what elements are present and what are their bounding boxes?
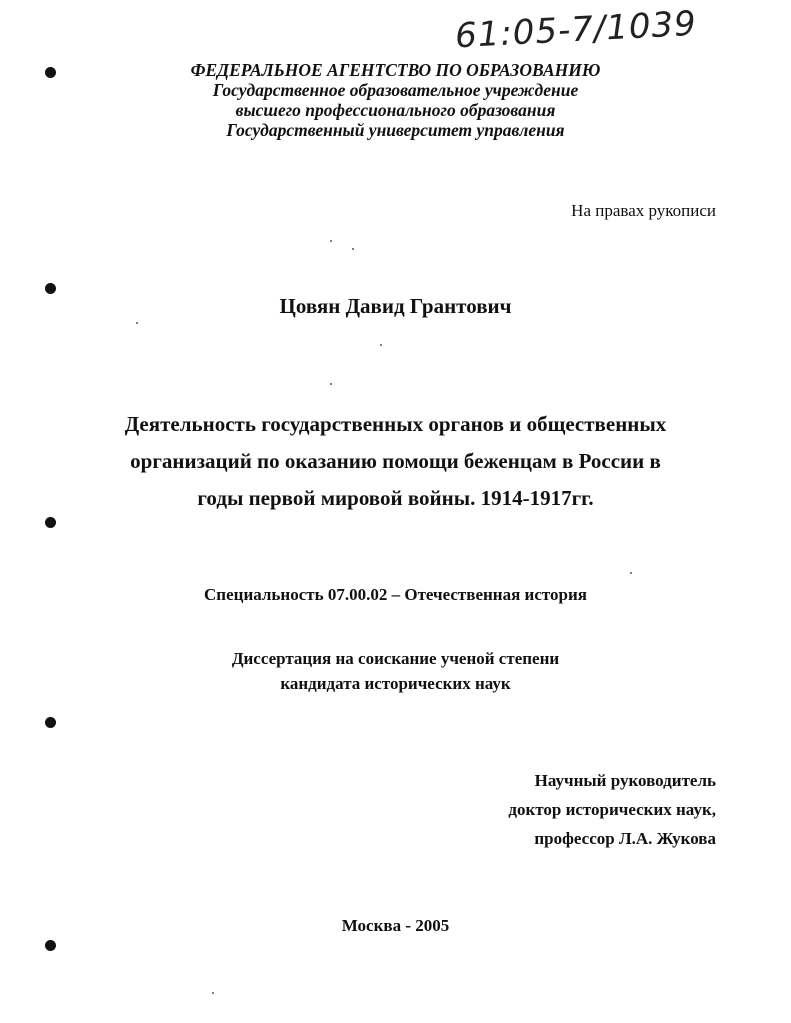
university-name: Государственный университет управления (226, 120, 565, 140)
institution-line-1: Государственное образовательное учреждение (212, 80, 579, 100)
degree-line-1: Диссертация на соискание ученой степени (231, 649, 560, 668)
title-line-3: годы первой мировой войны. 1914-1917гг. (197, 486, 594, 510)
scan-speck (380, 344, 382, 346)
title-line-1: Деятельность государственных органов и общественных (124, 412, 667, 436)
punch-hole-2 (45, 283, 56, 294)
rights-note: На правах рукописи (571, 201, 716, 220)
punch-hole-4 (45, 717, 56, 728)
scan-speck (630, 572, 632, 574)
scan-speck (330, 383, 332, 385)
punch-hole-5 (45, 940, 56, 951)
degree-line-2: кандидата исторических наук (280, 674, 511, 693)
specialty: Специальность 07.00.02 – Отечественная история (204, 585, 587, 604)
degree-statement (0, 646, 791, 696)
city-year: Москва - 2005 (341, 916, 450, 935)
agency-name: ФЕДЕРАЛЬНОЕ АГЕНТСТВО ПО ОБРАЗОВАНИЮ (190, 60, 601, 80)
institution-line-2: высшего профессионального образования (235, 100, 556, 120)
supervisor-role: Научный руководитель (534, 771, 716, 790)
supervisor-name: профессор Л.А. Жукова (534, 829, 716, 848)
punch-hole-3 (45, 517, 56, 528)
scan-speck (352, 248, 354, 250)
institution-header (0, 60, 791, 140)
scan-speck (212, 992, 214, 994)
title-line-2: организаций по оказанию помощи беженцам в России в (130, 449, 661, 473)
archive-code-handwritten: 61:05-7/1039 (454, 3, 698, 57)
supervisor-degree: доктор исторических наук, (508, 800, 716, 819)
supervisor-block (508, 766, 716, 853)
dissertation-title (0, 406, 791, 517)
author-name: Цовян Давид Грантович (279, 294, 512, 318)
scan-speck (330, 240, 332, 242)
scan-speck (136, 322, 138, 324)
